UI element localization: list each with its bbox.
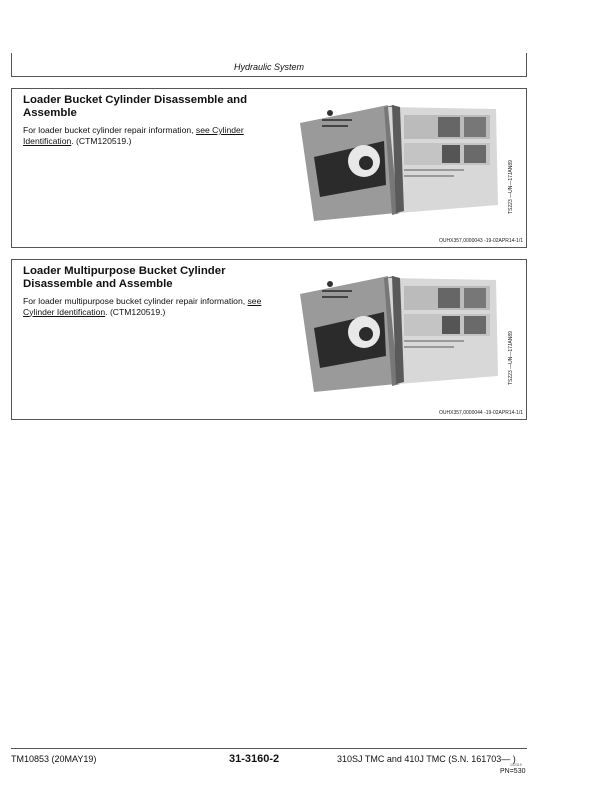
model-info: 310SJ TMC and 410J TMC (S.N. 161703— ) (337, 754, 516, 764)
pn-number: PN=530 (500, 768, 526, 775)
section-body (23, 125, 281, 146)
reference-code: OUHX357,0000044 -19-02APR14-1/1 (439, 410, 523, 416)
manual-number: TM10853 (20MAY19) (11, 754, 97, 764)
section-body (23, 296, 281, 317)
figure-label: TS223 —UN—17JAN89 (508, 331, 514, 385)
footer-small-code: 102319 (510, 763, 522, 767)
manual-binder-photo (300, 101, 510, 221)
footer-divider (11, 748, 527, 749)
body-suffix: . (CTM120519.) (71, 135, 132, 146)
section-title: Loader Bucket Cylinder Disassemble and Assemble (23, 94, 248, 119)
header-title: Hydraulic System (233, 62, 305, 72)
section-loader-multipurpose-bucket-cylinder (11, 259, 527, 420)
reference-code: OUHX357,0000043 -19-02APR14-1/1 (439, 238, 523, 244)
body-text: For loader multipurpose bucket cylinder repair information, (23, 296, 248, 306)
body-suffix: . (CTM120519.) (105, 306, 166, 317)
page-number: 31-3160-2 (229, 753, 280, 765)
cylinder-identification-link[interactable]: see Cylinder Identification (23, 296, 262, 317)
body-text: For loader bucket cylinder repair information, (23, 125, 196, 135)
section-title: Loader Multipurpose Bucket Cylinder Disassemble and Assemble (23, 265, 226, 290)
figure-label: TS223 —UN—17JAN89 (508, 160, 514, 214)
section-loader-bucket-cylinder (11, 88, 527, 248)
page-header (11, 53, 527, 77)
cylinder-identification-link[interactable]: see Cylinder Identification (23, 125, 244, 146)
manual-binder-photo (300, 272, 510, 392)
